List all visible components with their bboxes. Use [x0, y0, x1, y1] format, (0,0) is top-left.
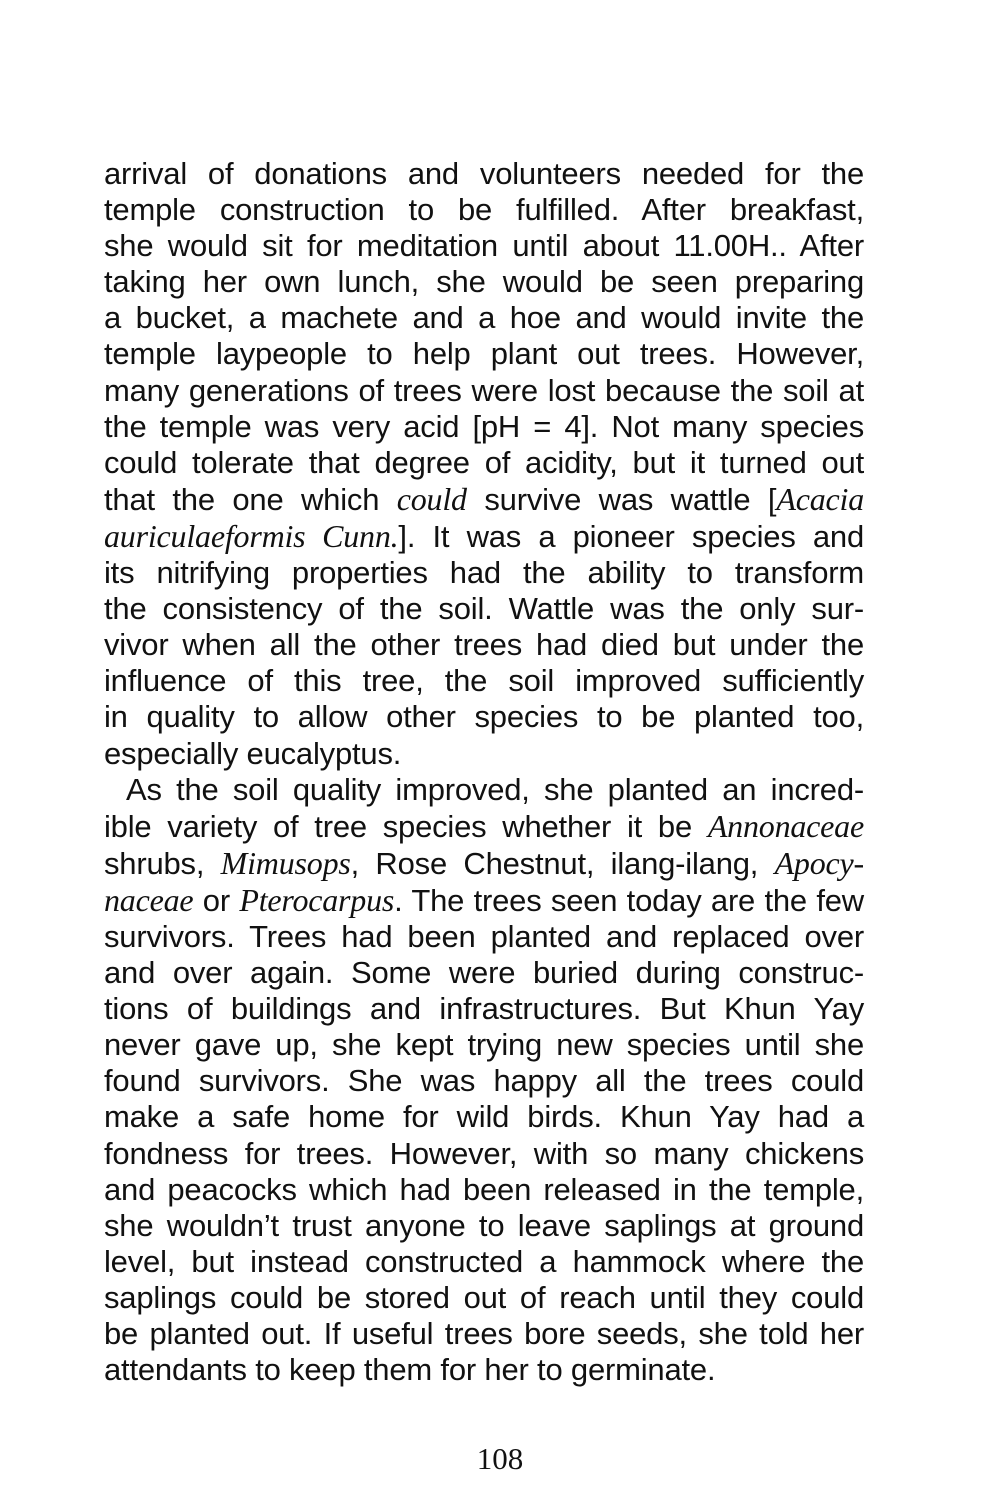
text-run: taking her own lunch, she would be seen preparing — [104, 264, 864, 300]
text-run: . The trees seen today are the few — [394, 882, 864, 918]
text-line — [104, 1316, 864, 1352]
text-run: she would sit for meditation until about 11.00H.. After — [104, 228, 864, 264]
text-line — [104, 699, 864, 735]
text-run: or — [193, 882, 240, 918]
italic-text: Annonaceae — [707, 807, 864, 844]
italic-text: naceae — [104, 881, 194, 918]
text-run: ible variety of tree species whether it be — [104, 808, 708, 844]
text-line — [104, 1352, 864, 1388]
italic-text: auriculaeformis Cunn. — [104, 517, 399, 554]
text-run: survivors. Trees had been planted and replaced over — [104, 918, 864, 954]
text-run: As the soil quality improved, she planted an incred- — [126, 771, 864, 807]
text-line — [104, 1099, 864, 1135]
text-run: many generations of trees were lost because the soil at — [104, 372, 864, 408]
text-line — [104, 1208, 864, 1244]
text-line — [104, 736, 864, 772]
text-line — [104, 300, 864, 336]
text-run: attendants to keep them for her to germinate. — [104, 1352, 716, 1388]
text-run: fondness for trees. However, with so many chickens — [104, 1135, 864, 1171]
text-run: , Rose Chestnut, ilang-ilang, — [350, 845, 775, 881]
text-run: tions of buildings and infrastructures. But Khun Yay — [104, 991, 864, 1027]
text-run: and over again. Some were buried during construc- — [104, 955, 864, 991]
text-run: vivor when all the other trees had died but under the — [104, 627, 864, 663]
text-run: the consistency of the soil. Wattle was the only sur- — [104, 591, 864, 627]
text-run: especially eucalyptus. — [104, 735, 402, 771]
text-run: survive was wattle [ — [466, 481, 777, 517]
text-line — [104, 663, 864, 699]
text-run: temple laypeople to help plant out trees. However, — [104, 336, 864, 372]
text-line — [104, 228, 864, 264]
text-line — [104, 445, 864, 481]
italic-text: could — [396, 480, 467, 517]
text-line — [104, 808, 864, 845]
text-line — [104, 192, 864, 228]
text-run: never gave up, she kept trying new species until she — [104, 1027, 864, 1063]
page-number: 108 — [476, 1441, 524, 1476]
text-run: could tolerate that degree of acidity, but it turned out — [104, 444, 864, 480]
text-line — [104, 336, 864, 372]
text-line — [104, 518, 864, 555]
text-run: arrival of donations and volunteers needed for the — [104, 156, 864, 191]
text-line — [104, 555, 864, 591]
text-run: that the one which — [104, 481, 397, 517]
text-line — [104, 1244, 864, 1280]
italic-text: Apocy- — [774, 844, 864, 881]
text-line — [104, 919, 864, 955]
text-run: level, but instead constructed a hammock where the — [104, 1243, 864, 1279]
text-line — [104, 955, 864, 991]
text-line — [104, 1136, 864, 1172]
text-line — [104, 591, 864, 627]
text-run: shrubs, — [104, 845, 221, 881]
text-line — [104, 264, 864, 300]
text-run: ]. It was a pioneer species and — [398, 518, 864, 554]
text-run: found survivors. She was happy all the trees could — [104, 1063, 864, 1099]
text-run: make a safe home for wild birds. Khun Yay had a — [104, 1099, 864, 1135]
text-run: influence of this tree, the soil improved sufficiently — [104, 663, 864, 699]
text-run: be planted out. If useful trees bore seeds, she told her — [104, 1316, 864, 1351]
italic-text: Pterocarpus — [239, 881, 395, 918]
italic-text: Acacia — [776, 480, 864, 517]
text-line — [104, 772, 864, 808]
text-line — [104, 481, 864, 518]
text-line — [104, 845, 864, 882]
text-line — [104, 1063, 864, 1099]
text-line — [104, 409, 864, 445]
text-run: its nitrifying properties had the ability to transform — [104, 555, 864, 591]
text-line — [104, 373, 864, 409]
text-run: a bucket, a machete and a hoe and would invite the — [104, 300, 864, 336]
body-text — [104, 156, 864, 1388]
text-run: the temple was very acid [pH = 4]. Not many species — [104, 408, 864, 444]
text-run: temple construction to be fulfilled. After breakfast, — [104, 192, 864, 228]
text-line — [104, 156, 864, 192]
text-line — [104, 1172, 864, 1208]
text-line — [104, 1280, 864, 1316]
text-line — [104, 991, 864, 1027]
text-run: and peacocks which had been released in the temple, — [104, 1171, 864, 1207]
text-run: in quality to allow other species to be planted too, — [104, 699, 864, 735]
text-line — [104, 627, 864, 663]
text-run: she wouldn’t trust anyone to leave saplings at ground — [104, 1207, 864, 1243]
text-line — [104, 882, 864, 919]
text-run: saplings could be stored out of reach until they could — [104, 1279, 864, 1315]
italic-text: Mimusops — [220, 844, 351, 881]
text-line — [104, 1027, 864, 1063]
